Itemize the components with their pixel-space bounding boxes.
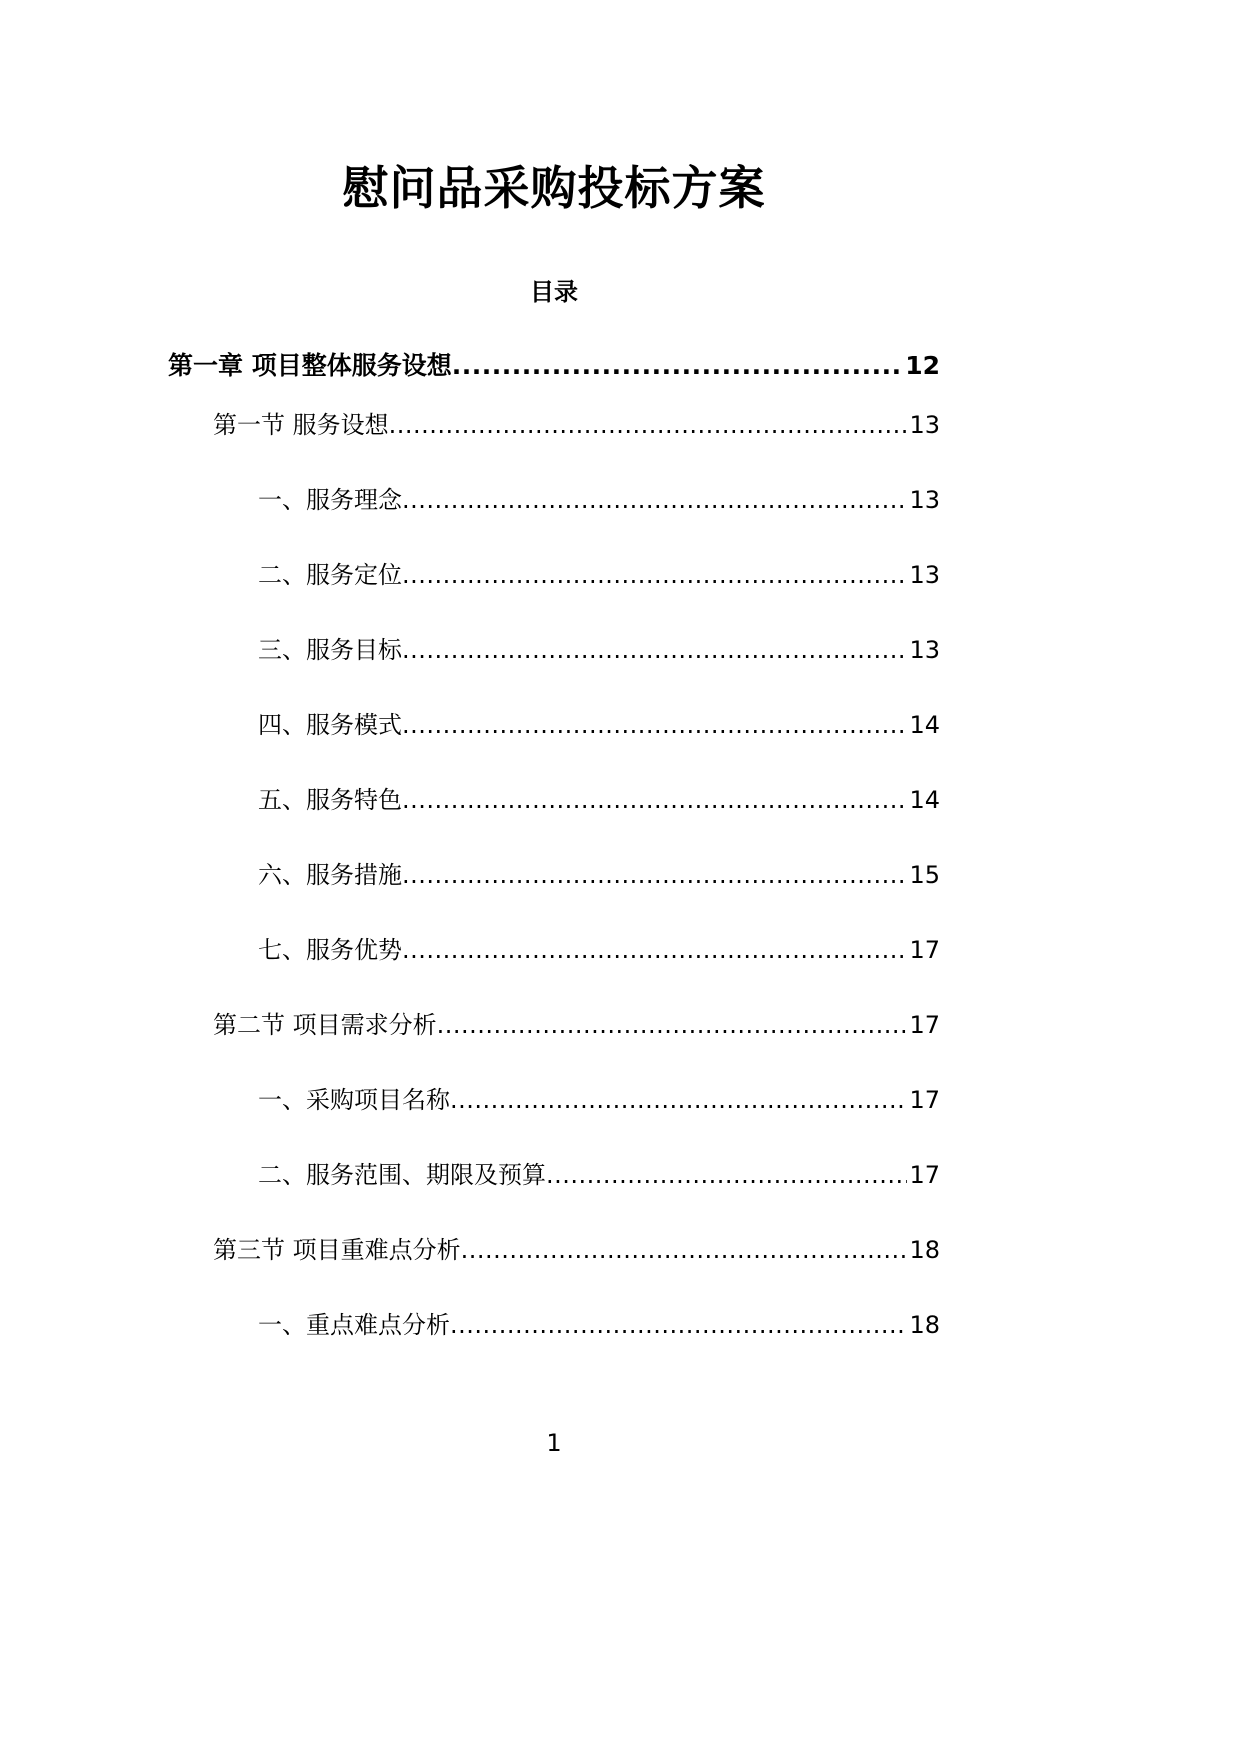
toc-entry-title: 第二节 项目需求分析 xyxy=(213,1011,437,1039)
dot-leader xyxy=(450,1080,907,1120)
dot-leader xyxy=(402,480,907,520)
toc-entry-page: 18 xyxy=(909,1236,940,1264)
toc-entry-section xyxy=(168,1230,940,1270)
toc-entry-page: 18 xyxy=(909,1311,940,1339)
toc-entry-subsection xyxy=(168,780,940,820)
dot-leader xyxy=(452,346,903,386)
toc-entry-title: 五、服务特色 xyxy=(258,786,402,814)
document-title: 慰问品采购投标方案 xyxy=(342,161,766,215)
dot-leader xyxy=(450,1305,907,1345)
toc-entry-page: 17 xyxy=(909,936,940,964)
toc-entry-page: 13 xyxy=(909,636,940,664)
toc-entry-title: 一、采购项目名称 xyxy=(258,1086,450,1114)
dot-leader xyxy=(437,1005,908,1045)
toc-entry-section xyxy=(168,1005,940,1045)
toc-entry-subsection xyxy=(168,480,940,520)
dot-leader xyxy=(546,1155,907,1195)
toc-entry-subsection xyxy=(168,1080,940,1120)
toc-entry-subsection xyxy=(168,930,940,970)
toc-entry-page: 15 xyxy=(909,861,940,889)
dot-leader xyxy=(389,405,908,445)
dot-leader xyxy=(402,705,907,745)
dot-leader xyxy=(402,930,907,970)
toc-entry-title: 第三节 项目重难点分析 xyxy=(213,1236,461,1264)
toc-entry-title: 四、服务模式 xyxy=(258,711,402,739)
toc-entry-title: 第一章 项目整体服务设想 xyxy=(168,351,452,380)
toc-entry-page: 17 xyxy=(909,1161,940,1189)
toc-entry-page: 12 xyxy=(905,351,940,380)
dot-leader xyxy=(402,780,907,820)
toc-entry-section xyxy=(168,405,940,445)
toc-entry-subsection xyxy=(168,1305,940,1345)
toc-entry-title: 二、服务定位 xyxy=(258,561,402,589)
toc-entry-subsection xyxy=(168,855,940,895)
dot-leader xyxy=(402,855,907,895)
toc-entry-page: 13 xyxy=(909,411,940,439)
toc-heading: 目录 xyxy=(530,278,578,306)
toc-entry-title: 一、重点难点分析 xyxy=(258,1311,450,1339)
toc-entry-page: 13 xyxy=(909,561,940,589)
toc-entry-title: 第一节 服务设想 xyxy=(213,411,389,439)
toc-entry-title: 一、服务理念 xyxy=(258,486,402,514)
toc-entry-title: 六、服务措施 xyxy=(258,861,402,889)
toc-entry-page: 17 xyxy=(909,1086,940,1114)
toc-entry-chapter xyxy=(168,346,940,386)
dot-leader xyxy=(402,555,907,595)
dot-leader xyxy=(461,1230,908,1270)
toc-entry-title: 二、服务范围、期限及预算 xyxy=(258,1161,546,1189)
toc-entry-page: 14 xyxy=(909,711,940,739)
toc-entry-subsection xyxy=(168,630,940,670)
toc-entry-page: 17 xyxy=(909,1011,940,1039)
toc-entry-title: 三、服务目标 xyxy=(258,636,402,664)
table-of-contents xyxy=(168,346,940,1380)
toc-entry-subsection xyxy=(168,1155,940,1195)
page-number: 1 xyxy=(546,1429,562,1457)
toc-entry-title: 七、服务优势 xyxy=(258,936,402,964)
dot-leader xyxy=(402,630,907,670)
toc-entry-subsection xyxy=(168,705,940,745)
toc-entry-subsection xyxy=(168,555,940,595)
toc-entry-page: 14 xyxy=(909,786,940,814)
toc-entry-page: 13 xyxy=(909,486,940,514)
